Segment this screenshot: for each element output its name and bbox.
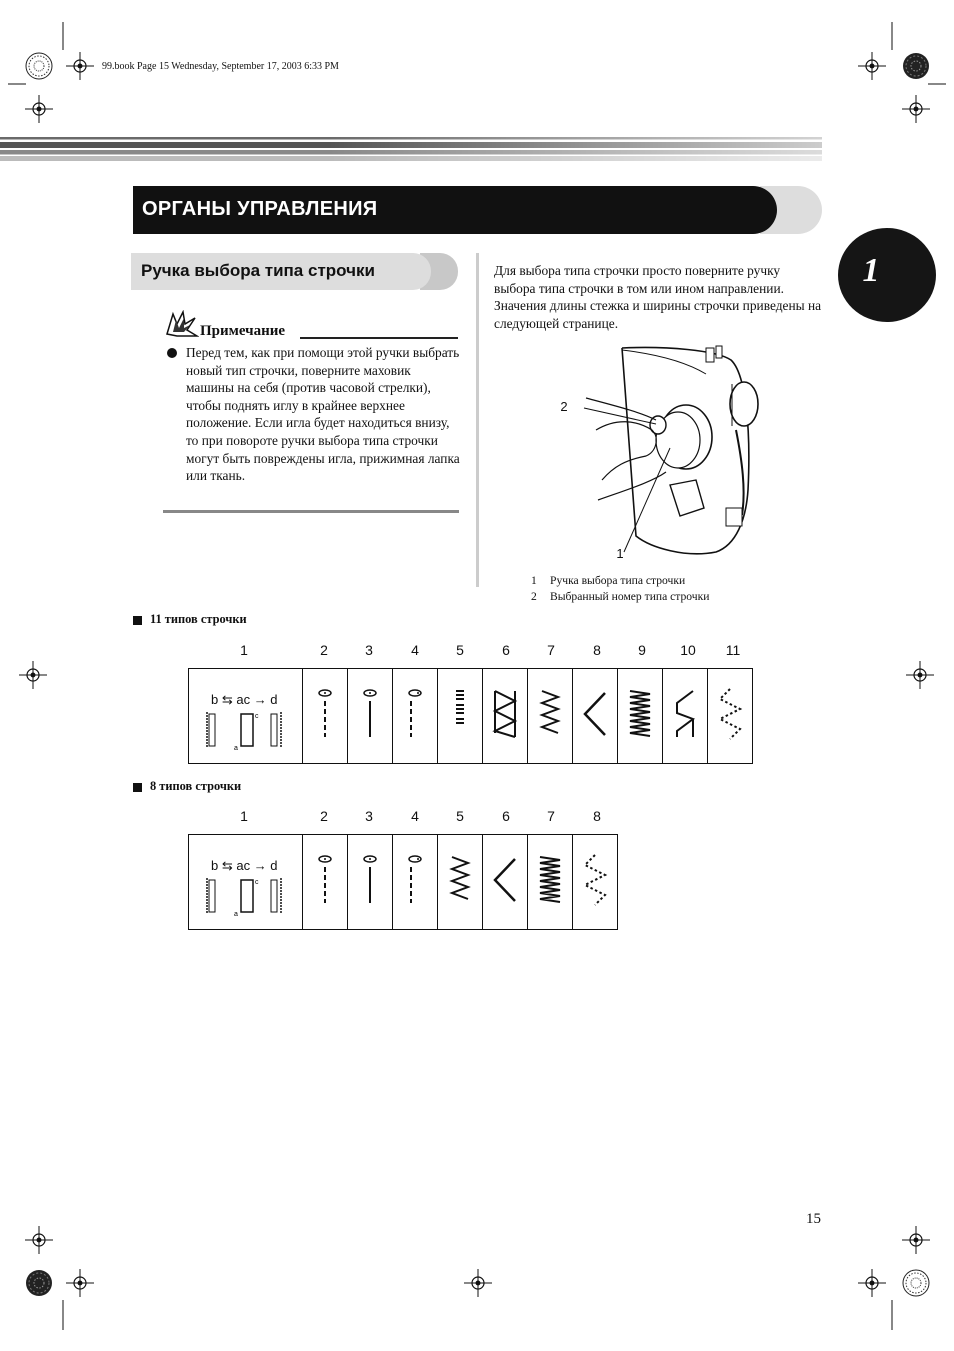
legend-text-1: Ручка выбора типа строчки	[550, 574, 686, 587]
buttonhole-label: b ⇆ ac → d	[211, 691, 278, 707]
square-bullet-icon	[133, 783, 142, 792]
stitch-cell	[348, 669, 393, 764]
svg-text:c: c	[255, 712, 259, 720]
stitch-cell	[393, 835, 438, 930]
straight-left-stitch-icon	[303, 835, 347, 924]
tricot-stitch-icon	[573, 835, 617, 924]
t8-num: 8	[593, 808, 601, 824]
wide-zigzag-stitch-icon	[573, 669, 617, 758]
t11-num: 3	[365, 642, 373, 658]
t11-num: 9	[638, 642, 646, 658]
zigzag-stitch-icon	[438, 835, 482, 924]
stitch-table-11	[188, 668, 753, 764]
zigzag-stitch-icon	[528, 669, 572, 758]
note-rule	[300, 337, 458, 339]
sewing-machine-illustration	[556, 340, 778, 565]
buttonhole-icon	[203, 876, 293, 918]
t8-num: 6	[502, 808, 510, 824]
figure-callout-1: 1	[616, 546, 624, 561]
buttonhole-label: b ⇆ ac → d	[211, 857, 278, 873]
note-bottom-rule	[163, 510, 459, 513]
t8-num: 5	[456, 808, 464, 824]
stitch-cell	[303, 669, 348, 764]
chapter-number: 1	[862, 252, 880, 289]
buttonhole-cell	[189, 835, 303, 930]
t11-num: 7	[547, 642, 555, 658]
stitch-cell	[348, 835, 393, 930]
stitch-cell	[438, 669, 483, 764]
stitch-cell	[528, 835, 573, 930]
straight-right-stitch-icon	[393, 835, 437, 924]
rickrack-stitch-icon	[483, 669, 527, 758]
buttonhole-icon	[203, 710, 293, 752]
satin-zigzag-stitch-icon	[618, 669, 662, 758]
t11-num: 10	[680, 642, 696, 658]
book-header-line: 99.book Page 15 Wednesday, September 17, 2003 6:33 PM	[102, 61, 339, 72]
decorative-bars-fade	[0, 137, 822, 161]
note-icon	[163, 310, 199, 340]
square-bullet-icon	[133, 616, 142, 625]
stitch-cell	[393, 669, 438, 764]
t11-num: 5	[456, 642, 464, 658]
triple-straight-stitch-icon	[438, 669, 482, 758]
t11-num: 1	[240, 642, 248, 658]
t8-num: 4	[411, 808, 419, 824]
note-title: Примечание	[200, 323, 286, 339]
wide-zigzag-stitch-icon	[483, 835, 527, 924]
intro-paragraph: Для выбора типа строчки просто поверните ручку выбора типа строчки в том или ином направлении. Значения длины стежка и ширины строчки приведены на следующей странице.	[494, 263, 822, 332]
bullet-icon	[167, 348, 177, 358]
t8-num: 2	[320, 808, 328, 824]
stitch-cell	[708, 669, 753, 764]
t11-num: 11	[725, 642, 741, 658]
page-number: 15	[806, 1211, 821, 1227]
section-title: ОРГАНЫ УПРАВЛЕНИЯ	[142, 198, 378, 220]
straight-middle-stitch-icon	[348, 835, 392, 924]
buttonhole-cell	[189, 669, 303, 764]
stitch-cell	[483, 669, 528, 764]
stitch-cell	[528, 669, 573, 764]
satin-zigzag-stitch-icon	[528, 835, 572, 924]
stitch-cell	[663, 669, 708, 764]
stitch-cell	[573, 835, 618, 930]
table8-heading: 8 типов строчки	[150, 779, 242, 793]
straight-middle-stitch-icon	[348, 669, 392, 758]
legend-num-1: 1	[531, 574, 537, 587]
straight-right-stitch-icon	[393, 669, 437, 758]
stitch-cell	[573, 669, 618, 764]
table11-heading: 11 типов строчки	[150, 612, 247, 626]
column-divider	[476, 253, 479, 587]
t8-num: 7	[547, 808, 555, 824]
svg-text:c: c	[255, 878, 259, 886]
t11-num: 8	[593, 642, 601, 658]
blind-hem-stitch-icon	[663, 669, 707, 758]
svg-text:a: a	[234, 910, 238, 918]
stitch-table-8	[188, 834, 618, 930]
legend-text-2: Выбранный номер типа строчки	[550, 590, 710, 603]
t8-num: 1	[240, 808, 248, 824]
note-text: Перед тем, как при помощи этой ручки выбрать новый тип строчки, поверните маховик машины на себя (против часовой стрелки), чтобы поднять иглу в крайнее верхнее положение. Если игла будет находиться внизу, то при повороте ручки выбора типа строчки могут быть повреждены игла, прижимная лапка или ткань.	[186, 345, 460, 484]
stitch-cell	[303, 835, 348, 930]
t11-num: 4	[411, 642, 419, 658]
t11-num: 2	[320, 642, 328, 658]
tricot-stitch-icon	[708, 669, 752, 758]
stitch-cell	[438, 835, 483, 930]
stitch-cell	[483, 835, 528, 930]
t8-num: 3	[365, 808, 373, 824]
subsection-title: Ручка выбора типа строчки	[141, 261, 375, 280]
legend-num-2: 2	[531, 590, 537, 603]
straight-left-stitch-icon	[303, 669, 347, 758]
figure-callout-2: 2	[560, 399, 568, 414]
t11-num: 6	[502, 642, 510, 658]
svg-text:a: a	[234, 744, 238, 752]
stitch-cell	[618, 669, 663, 764]
